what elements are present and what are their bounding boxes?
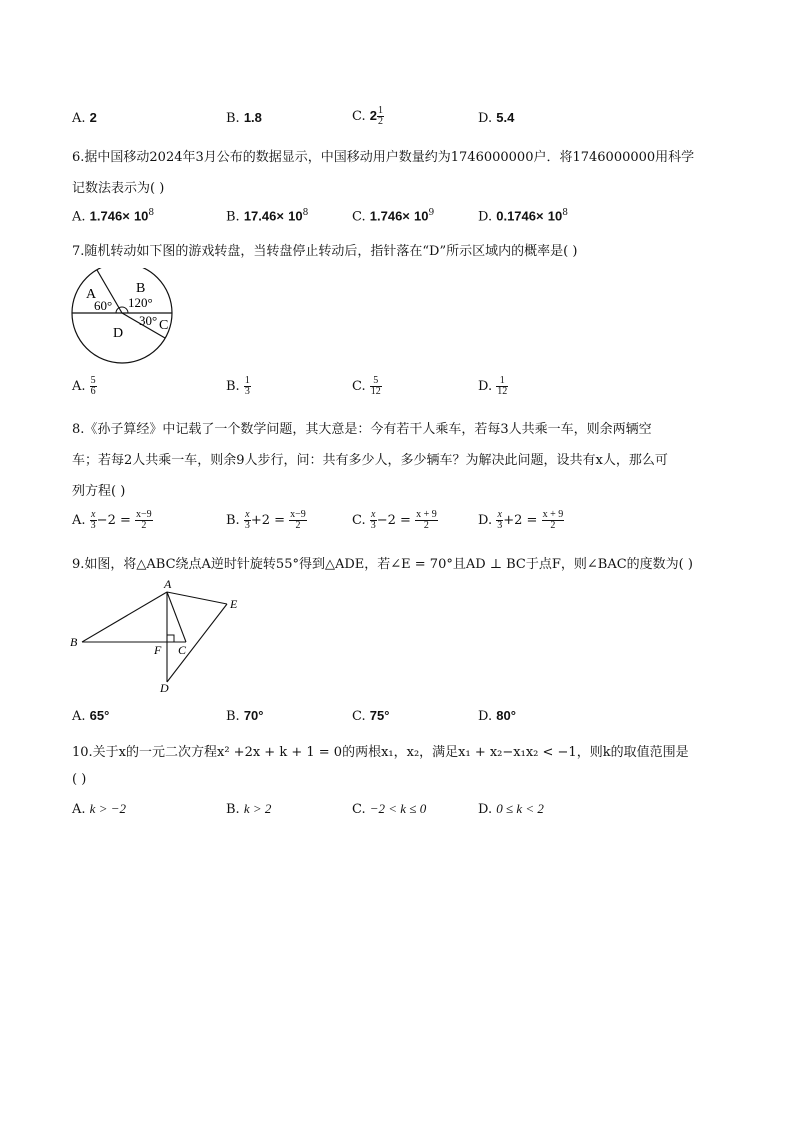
q5-option-d: D. 5.4 <box>478 110 515 126</box>
q8-stem-line1: 8.《孙子算经》中记载了一个数学问题，其大意是：今有若干人乘车，若每3人共乘一车，则余两辆空 <box>72 422 652 437</box>
q8-option-d: D. $\frac{x}{3}$ +2 = $\frac{x + 9}{2}$ <box>478 509 564 531</box>
spinner-angle-60: 60° <box>94 298 113 313</box>
segment-ae <box>167 592 227 604</box>
q6-option-c: C. $1.746\times 10^9$ <box>352 208 435 225</box>
q7-option-b: B. $\frac{1}{3}$ <box>226 375 250 397</box>
q8-option-b: B. $\frac{x}{3}$ +2 = $\frac{x-9}{2}$ <box>226 509 306 531</box>
q5-option-a: A. 2 <box>72 110 97 126</box>
q7-spinner-figure <box>70 268 180 368</box>
q8-option-a: A. $\frac{x}{3}$ −2 = $\frac{x-9}{2}$ <box>72 509 152 531</box>
vertex-e: E <box>230 597 238 611</box>
q8-option-c: C. $\frac{x}{3}$ −2 = $\frac{x + 9}{2}$ <box>352 509 437 531</box>
vertex-d: D <box>160 681 169 695</box>
spinner-angle-120: 120° <box>128 295 153 310</box>
q6-stem-line1: 6.据中国移动2024年3月公布的数据显示，中国移动用户数量约为1746000000户．将1746000000用科学 <box>72 150 695 165</box>
q9-stem: 9.如图，将△ABC绕点A逆时针旋转55°得到△ADE，若∠E = 70°且AD ⊥ BC于点F，则∠BAC的度数为( ) <box>72 557 693 572</box>
q8-stem-line3: 列方程( ) <box>72 484 126 499</box>
q10-option-a: A. k > −2 <box>72 801 126 817</box>
q7-option-c: C. $\frac{5}{12}$ <box>352 375 381 397</box>
spinner-label-a: A <box>86 287 97 302</box>
q10-option-b: B. k > 2 <box>226 801 272 817</box>
q9-option-a: A. 65° <box>72 708 110 724</box>
q10-stem-line2: ( ) <box>72 772 87 787</box>
q9-option-d: D. 80° <box>478 708 516 724</box>
q7-stem: 7.随机转动如下图的游戏转盘，当转盘停止转动后，指针落在“D”所示区域内的概率是( ) <box>72 244 578 259</box>
q10-stem-line1: 10.关于x的一元二次方程x² +2x + k + 1 = 0的两根x₁，x₂，满足x₁ + x₂−x₁x₂ < −1，则k的取值范围是 <box>72 745 689 760</box>
q6-option-a: A. $1.746\times 10^8$ <box>72 208 155 225</box>
spinner-label-c: C <box>159 318 169 333</box>
q10-option-c: C. −2 < k ≤ 0 <box>352 801 427 817</box>
q6-option-d: D. $0.1746\times 10^8$ <box>478 208 568 225</box>
q6-option-b: B. $17.46\times 10^8$ <box>226 208 309 225</box>
vertex-b: B <box>70 635 78 649</box>
spinner-label-d: D <box>113 326 124 341</box>
spinner-label-b: B <box>136 281 146 296</box>
q7-option-a: A. $\frac{5}{6}$ <box>72 375 96 397</box>
spinner-angle-30: 30° <box>139 313 158 328</box>
right-angle-mark <box>167 635 174 642</box>
q5-option-c-fraction: $\frac{1}{2}$ <box>378 105 383 127</box>
vertex-f: F <box>154 643 162 657</box>
segment-ab <box>82 592 167 642</box>
vertex-c: C <box>178 643 187 657</box>
q9-triangle-figure <box>68 576 258 696</box>
q5-option-c: C. 2 $\frac{1}{2}$ <box>352 105 383 127</box>
vertex-a: A <box>164 577 172 591</box>
q9-option-c: C. 75° <box>352 708 390 724</box>
q10-option-d: D. 0 ≤ k < 2 <box>478 801 544 817</box>
q7-option-d: D. $\frac{1}{12}$ <box>478 375 508 397</box>
q8-stem-line2: 车；若每2人共乘一车，则余9人步行，问：共有多少人，多少辆车？为解决此问题，设共有x人，那么可 <box>72 453 668 468</box>
q5-option-b: B. 1.8 <box>226 110 262 126</box>
q6-stem-line2: 记数法表示为( ) <box>72 181 165 196</box>
q9-option-b: B. 70° <box>226 708 264 724</box>
